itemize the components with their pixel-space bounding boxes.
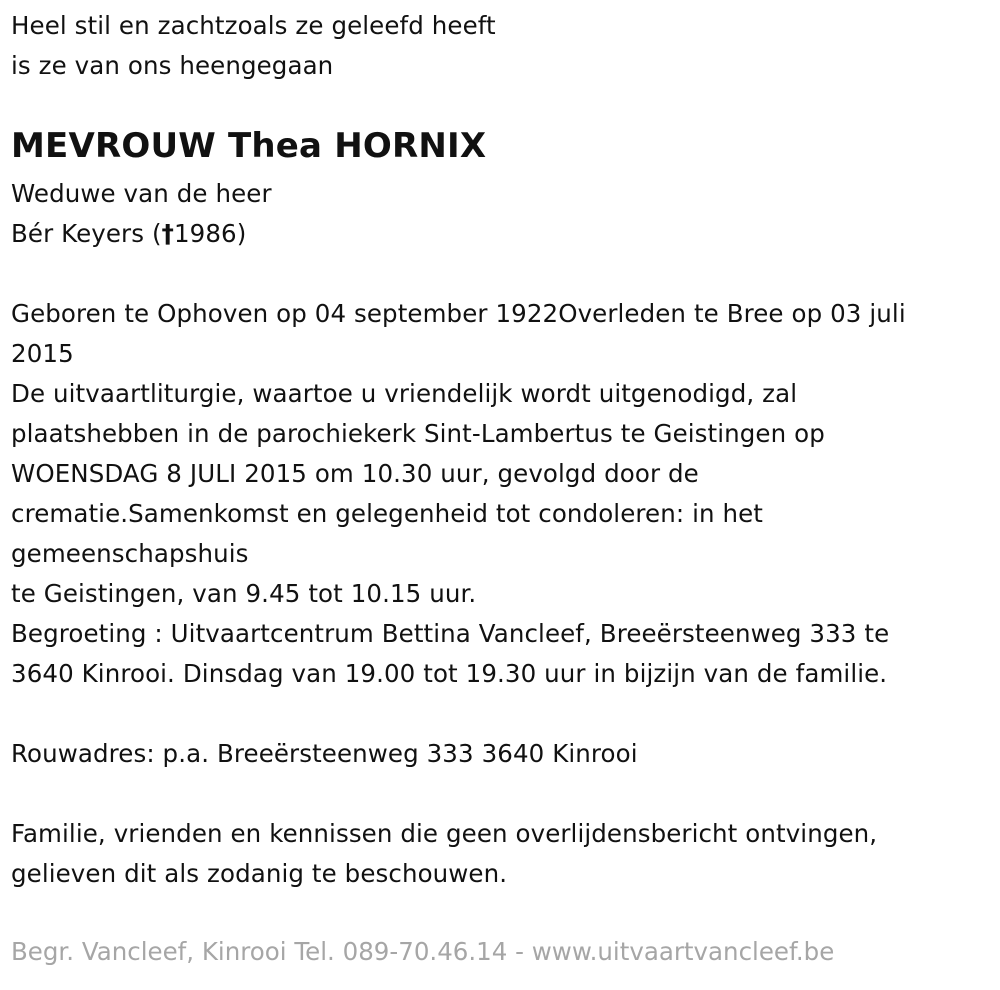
notice-line-2: gelieven dit als zodanig te beschouwen. (11, 859, 508, 888)
deceased-name: MEVROUW Thea HORNIX (11, 126, 487, 166)
intro-line-2: is ze van ons heengegaan (11, 51, 334, 80)
cross-icon: † (161, 219, 174, 248)
spouse-name: Bér Keyers ( (11, 219, 162, 248)
details-line: gemeenschapshuis (11, 539, 249, 568)
notice-line-1: Familie, vrienden en kennissen die geen overlijdensbericht ontvingen, (11, 819, 878, 848)
mourning-address: Rouwadres: p.a. Breeërsteenweg 333 3640 Kinrooi (11, 739, 638, 768)
details-line: Geboren te Ophoven op 04 september 1922Overleden te Bree op 03 juli (11, 299, 906, 328)
details-line: 3640 Kinrooi. Dinsdag van 19.00 tot 19.30 uur in bijzijn van de familie. (11, 659, 888, 688)
details-line: De uitvaartliturgie, waartoe u vriendelijk wordt uitgenodigd, zal (11, 379, 798, 408)
spouse-line (11, 214, 246, 254)
details-line: crematie.Samenkomst en gelegenheid tot condoleren: in het (11, 499, 763, 528)
details-line: WOENSDAG 8 JULI 2015 om 10.30 uur, gevolgd door de (11, 459, 699, 488)
details-line: te Geistingen, van 9.45 tot 10.15 uur. (11, 579, 477, 608)
details-line: plaatshebben in de parochiekerk Sint-Lambertus te Geistingen op (11, 419, 825, 448)
funeral-home-footer: Begr. Vancleef, Kinrooi Tel. 089-70.46.14 - www.uitvaartvancleef.be (11, 937, 835, 966)
relation-line: Weduwe van de heer (11, 179, 272, 208)
spouse-death-year: 1986) (173, 219, 247, 248)
details-line: 2015 (11, 339, 74, 368)
details-line: Begroeting : Uitvaartcentrum Bettina Vancleef, Breeërsteenweg 333 te (11, 619, 890, 648)
intro-line-1: Heel stil en zachtzoals ze geleefd heeft (11, 11, 496, 40)
